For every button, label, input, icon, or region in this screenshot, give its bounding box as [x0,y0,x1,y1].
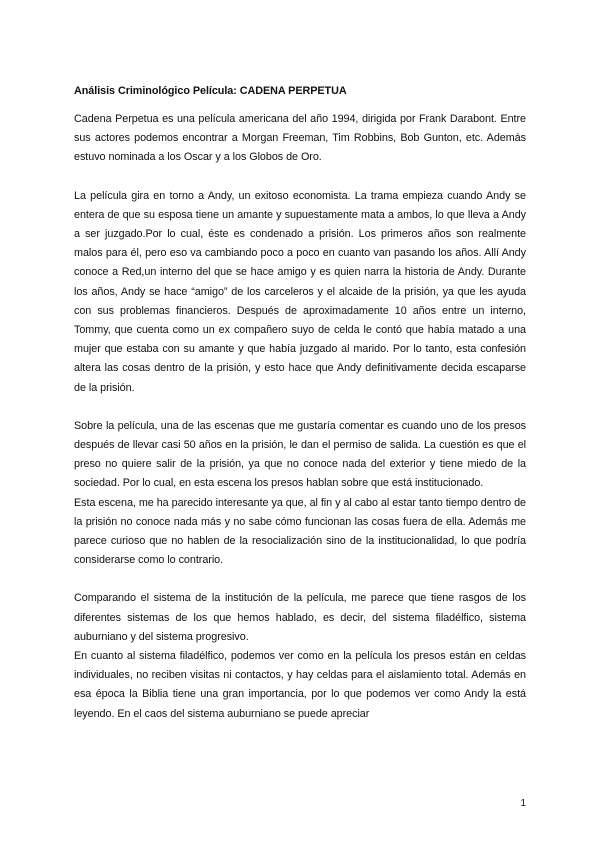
paragraph-plot: La película gira en torno a Andy, un exitoso economista. La trama empieza cuando Andy se entera de que su esposa tiene un amante y supuestamente mata a ambos, lo que lleva a Andy a ser juzgado.Por lo cual, éste es condenado a prisión. Los primeros años son realmente malos para él, pero eso va cambiando poco a poco en cuanto van pasando los años. Allí Andy conoce a Red,un interno del que se hace amigo y es quien narra la historia de Andy. Durante los años, Andy se hace “amigo” de los carceleros y el alcaide de la prisión, ya que les ayuda con sus problemas financieros. Después de aproximadamente 10 años entre un interno, Tommy, que cuenta como un ex compañero suyo de celda le contó que había matado a una mujer que estaba con su amante y que había juzgado al marido. Por lo tanto, esta confesión altera las cosas dentro de la prisión, y esto hace que Andy definitivamente decida escaparse de la prisión. [74,189,526,394]
paragraph-systems: Comparando el sistema de la institución de la película, me parece que tiene rasgos de los diferentes sistemas de los que hemos hablado, es decir, del sistema filadélfico, sistema auburniano y del sistema progresivo. [74,592,526,643]
paragraph-scene: Sobre la película, una de las escenas que me gustaría comentar es cuando uno de los presos después de llevar casi 50 años en la prisión, le dan el permiso de salida. La cuestión es que el preso no quiere salir de la prisión, ya que no conoce nada del exterior y tiene miedo de la sociedad. Por lo cual, en esta escena los presos hablan sobre que está institucionado. [74,419,526,490]
paragraph-spacer [74,398,526,417]
page-number: 1 [520,798,526,809]
paragraph-filadelfico: En cuanto al sistema filadélfico, podemos ver como en la película los presos están en celdas individuales, no reciben visitas ni contactos, y hay celdas para el aislamiento total. Además en esa época la Biblia tiene una gran importancia, por lo que podemos ver como Andy la está leyendo. En el caos del sistema auburniano se puede apreciar [74,650,526,720]
paragraph-spacer [74,570,526,589]
document-body [74,84,526,724]
paragraph-spacer [74,168,526,187]
paragraph-scene-opinion: Esta escena, me ha parecido interesante ya que, al fin y al cabo al estar tanto tiempo dentro de la prisión no conoce nada más y no sabe cómo funcionan las cosas fuera de ella. Además me parece curioso que no hablen de la resocialización sino de la institucionalidad, lo que podría considerarse como lo contrario. [74,496,526,567]
document-title: Análisis Criminológico Película: CADENA PERPETUA [74,85,347,97]
paragraph-intro: Cadena Perpetua es una película americana del año 1994, dirigida por Frank Darabont. Entre sus actores podemos encontrar a Morgan Freeman, Tim Robbins, Bob Gunton, etc. Además estuvo nominada a los Oscar y a los Globos de Oro. [74,113,526,164]
